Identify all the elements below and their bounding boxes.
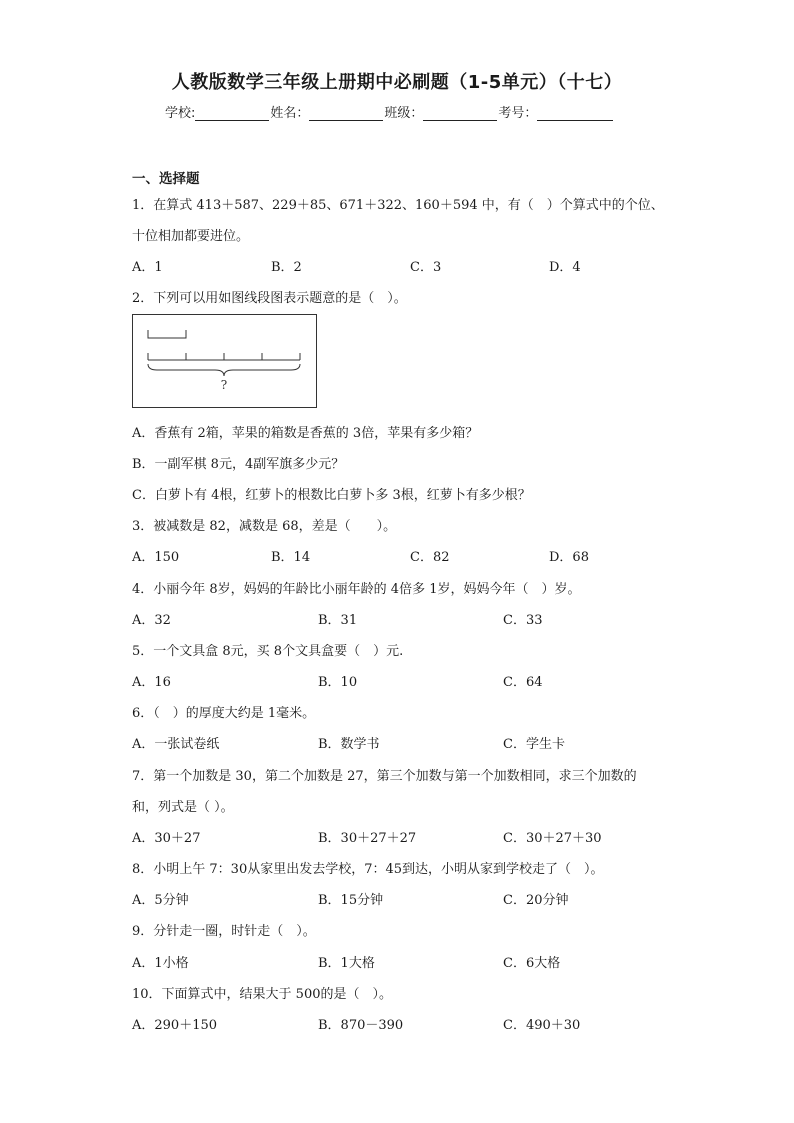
q4-option-c[interactable]: C．33 [503, 613, 543, 628]
question-7-line-2: 和，列式是（ ）。 [132, 800, 234, 815]
q8-option-a[interactable]: A．5分钟 [132, 893, 189, 908]
segment-diagram [132, 314, 317, 408]
q9-option-b[interactable]: B．1大格 [318, 956, 375, 971]
student-info-row [165, 102, 614, 121]
q6-option-c[interactable]: C．学生卡 [503, 737, 565, 752]
exam-no-label: 考号： [498, 106, 538, 121]
q8-option-c[interactable]: C．20分钟 [503, 893, 569, 908]
question-2-line-1: 2．下列可以用如图线段图表示题意的是（ ）。 [132, 291, 407, 306]
q8-option-b[interactable]: B．15分钟 [318, 893, 384, 908]
q7-option-c[interactable]: C．30＋27＋30 [503, 831, 602, 846]
page-title: 人教版数学三年级上册期中必刷题（1-5单元）（十七） [171, 72, 623, 93]
q4-option-a[interactable]: A．32 [132, 613, 171, 628]
short-segment [148, 330, 186, 338]
q6-option-a[interactable]: A．一张试卷纸 [132, 737, 220, 752]
section-title: 一、选择题 [132, 171, 200, 187]
question-5-line-1: 5．一个文具盒 8元，买 8个文具盒要（ ）元. [132, 644, 404, 659]
q2-option-a[interactable]: A．香蕉有 2箱，苹果的箱数是香蕉的 3倍，苹果有多少箱？ [132, 426, 479, 441]
class-field[interactable] [423, 106, 497, 121]
q9-option-c[interactable]: C．6大格 [503, 956, 561, 971]
question-4-line-1: 4．小丽今年 8岁，妈妈的年龄比小丽年龄的 4倍多 1岁，妈妈今年（ ）岁。 [132, 582, 581, 597]
class-label: 班级： [384, 106, 424, 121]
q5-option-a[interactable]: A．16 [132, 675, 171, 690]
q5-option-b[interactable]: B．10 [318, 675, 358, 690]
q10-option-b[interactable]: B．870－390 [318, 1018, 404, 1033]
question-1-line-2: 十位相加都要进位。 [132, 229, 250, 244]
q3-option-b[interactable]: B．14 [271, 550, 311, 565]
question-6-line-1: 6．（ ）的厚度大约是 1毫米。 [132, 706, 316, 721]
name-field[interactable] [309, 106, 383, 121]
q10-option-a[interactable]: A．290＋150 [132, 1018, 218, 1033]
question-9-line-1: 9．分针走一圈，时针走（ ）。 [132, 924, 316, 939]
q9-option-a[interactable]: A．1小格 [132, 956, 189, 971]
exam-no-field[interactable] [537, 106, 613, 121]
q1-option-a[interactable]: A．1 [132, 260, 163, 275]
school-label: 学校: [165, 106, 196, 121]
q1-option-d[interactable]: D．4 [549, 260, 581, 275]
total-brace [148, 364, 300, 376]
q10-option-c[interactable]: C．490＋30 [503, 1018, 581, 1033]
q4-option-b[interactable]: B．31 [318, 613, 358, 628]
q3-option-d[interactable]: D．68 [549, 550, 589, 565]
question-3-line-1: 3．被减数是 82，减数是 68，差是（ ）。 [132, 519, 397, 534]
q6-option-b[interactable]: B．数学书 [318, 737, 380, 752]
q3-option-a[interactable]: A．150 [132, 550, 180, 565]
q7-option-a[interactable]: A．30＋27 [132, 831, 201, 846]
question-1-line-1: 1．在算式 413＋587、229＋85、671＋322、160＋594 中，有（ ）个算式中的个位、 [132, 198, 664, 213]
segment-diagram-svg [133, 315, 316, 407]
question-8-line-1: 8．小明上午 7：30从家里出发去学校，7：45到达，小明从家到学校走了（ ）。 [132, 862, 604, 877]
school-field[interactable] [195, 106, 269, 121]
question-10-line-1: 10．下面算式中，结果大于 500的是（ ）。 [132, 987, 392, 1002]
q1-option-b[interactable]: B．2 [271, 260, 302, 275]
q7-option-b[interactable]: B．30＋27＋27 [318, 831, 417, 846]
q2-option-b[interactable]: B．一副军棋 8元，4副军旗多少元？ [132, 457, 345, 472]
q2-option-c[interactable]: C．白萝卜有 4根，红萝卜的根数比白萝卜多 3根，红萝卜有多少根？ [132, 488, 531, 503]
brace-question-mark: ? [220, 378, 228, 392]
q1-option-c[interactable]: C．3 [410, 260, 442, 275]
question-7-line-1: 7．第一个加数是 30，第二个加数是 27，第三个加数与第一个加数相同，求三个加数的 [132, 769, 637, 784]
q5-option-c[interactable]: C．64 [503, 675, 543, 690]
q3-option-c[interactable]: C．82 [410, 550, 450, 565]
name-label: 姓名： [270, 106, 310, 121]
